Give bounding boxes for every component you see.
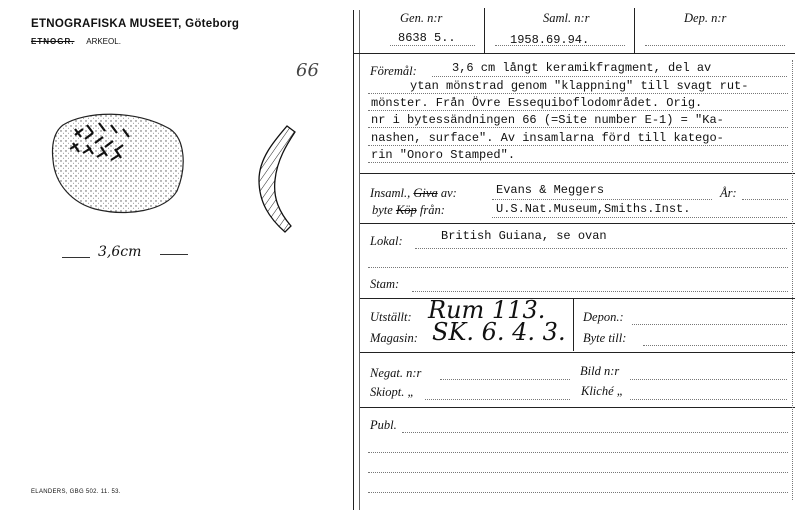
utstallt-value: Rum 113. <box>428 296 546 324</box>
stam-bottom-border <box>360 298 795 299</box>
dep-number-label: Dep. n:r <box>684 11 727 25</box>
printer-footer: ELANDERS, GBG 502. 11. 53. <box>31 489 121 495</box>
storage-bottom-border <box>360 352 795 353</box>
insaml-dots-2 <box>492 217 787 218</box>
utstallt-label: Utställt: <box>370 310 412 324</box>
gen-number-dots <box>390 45 475 46</box>
scale-label: 3,6cm <box>98 244 142 260</box>
top-row-divider-2 <box>634 8 635 53</box>
foremal-dots-5 <box>368 145 788 146</box>
struck-department: ETNOGR. <box>31 37 75 46</box>
byte-fran-label: från: <box>419 203 445 217</box>
publ-dots-3 <box>368 472 788 473</box>
foremal-dots-6 <box>368 162 788 163</box>
foremal-dots-1 <box>432 76 787 77</box>
gen-number-label: Gen. n:r <box>400 11 443 25</box>
insaml-dots-ar <box>742 199 788 200</box>
gen-number-value: 8638 5.. <box>398 31 456 45</box>
storage-divider <box>573 299 574 351</box>
negat-dots <box>440 379 570 380</box>
byte-till-dots <box>643 345 787 346</box>
publ-label: Publ. <box>370 418 397 432</box>
sherd-drawing <box>45 105 195 225</box>
saml-number-dots <box>495 45 625 46</box>
magasin-value: SK. 6. 4. 3. <box>432 318 566 346</box>
insaml-bottom-border <box>360 223 795 224</box>
foremal-line-4: nr i bytessändningen 66 (=Site number E-1) = "Ka- <box>371 113 724 127</box>
foremal-bottom-border <box>360 173 795 174</box>
insaml-av-label: av: <box>440 186 457 200</box>
card-left-border <box>353 10 354 510</box>
kliche-label: Kliché „ <box>581 384 624 398</box>
publ-dots-1 <box>402 432 788 433</box>
lokal-dots-2 <box>368 267 788 268</box>
depon-dots <box>632 324 787 325</box>
negat-bottom-border <box>360 407 795 408</box>
profile-section-drawing <box>245 118 305 238</box>
foremal-line-1: 3,6 cm långt keramikfragment, del av <box>452 61 712 75</box>
foremal-line-6: rin "Onoro Stamped". <box>371 148 516 162</box>
magasin-label: Magasin: <box>370 331 418 345</box>
publ-dots-2 <box>368 452 788 453</box>
top-row-divider-1 <box>484 8 485 53</box>
top-row-bottom-border <box>353 53 795 54</box>
byte-struck-word: Köp <box>395 203 417 217</box>
scale-line-right <box>160 254 188 255</box>
publ-dots-4 <box>368 492 788 493</box>
foremal-line-5: nashen, surface". Av insamlarna förd till katego- <box>371 131 724 145</box>
kliche-dots <box>630 399 787 400</box>
department-line <box>31 37 121 46</box>
insaml-dots-1 <box>492 199 712 200</box>
museum-name: ETNOGRAFISKA MUSEET, Göteborg <box>31 18 240 30</box>
lokal-value: British Guiana, se ovan <box>441 229 607 243</box>
byte-till-label: Byte till: <box>583 331 627 345</box>
saml-number-label: Saml. n:r <box>543 11 590 25</box>
skiopt-dots <box>425 399 570 400</box>
lokal-dots-1 <box>415 248 787 249</box>
lokal-label: Lokal: <box>370 234 403 248</box>
depon-label: Depon.: <box>583 310 624 324</box>
saml-number-value: 1958.69.94. <box>510 33 590 47</box>
byte-label-text: byte <box>372 203 393 217</box>
foremal-dots-4 <box>368 127 788 128</box>
scale-line-left <box>62 257 90 258</box>
byte-value: U.S.Nat.Museum,Smiths.Inst. <box>496 202 691 216</box>
insaml-struck-word: Giva <box>413 186 438 200</box>
right-edge-dots <box>792 60 793 500</box>
foremal-dots-2 <box>368 93 788 94</box>
bild-label: Bild n:r <box>580 364 620 378</box>
byte-label <box>372 203 445 218</box>
insaml-label <box>370 186 457 201</box>
dep-number-dots <box>645 45 785 46</box>
foremal-dots-3 <box>368 110 788 111</box>
drawing-number: 66 <box>296 60 319 81</box>
foremal-line-3: mönster. Från Övre Essequiboflodområdet. Orig. <box>371 96 703 110</box>
foremal-line-2: ytan mönstrad genom "klappning" till svagt rut- <box>410 79 749 93</box>
skiopt-label: Skiopt. „ <box>370 385 415 399</box>
insaml-value: Evans & Meggers <box>496 183 605 197</box>
ar-label: År: <box>720 186 737 200</box>
foremal-label: Föremål: <box>370 64 417 78</box>
card-left-border-inner <box>359 10 360 510</box>
stam-label: Stam: <box>370 277 400 291</box>
negat-label: Negat. n:r <box>370 366 422 380</box>
bild-dots <box>630 379 787 380</box>
stam-dots <box>412 291 788 292</box>
insaml-label-text: Insaml., <box>370 186 411 200</box>
department-label: ARKEOL. <box>86 37 121 46</box>
